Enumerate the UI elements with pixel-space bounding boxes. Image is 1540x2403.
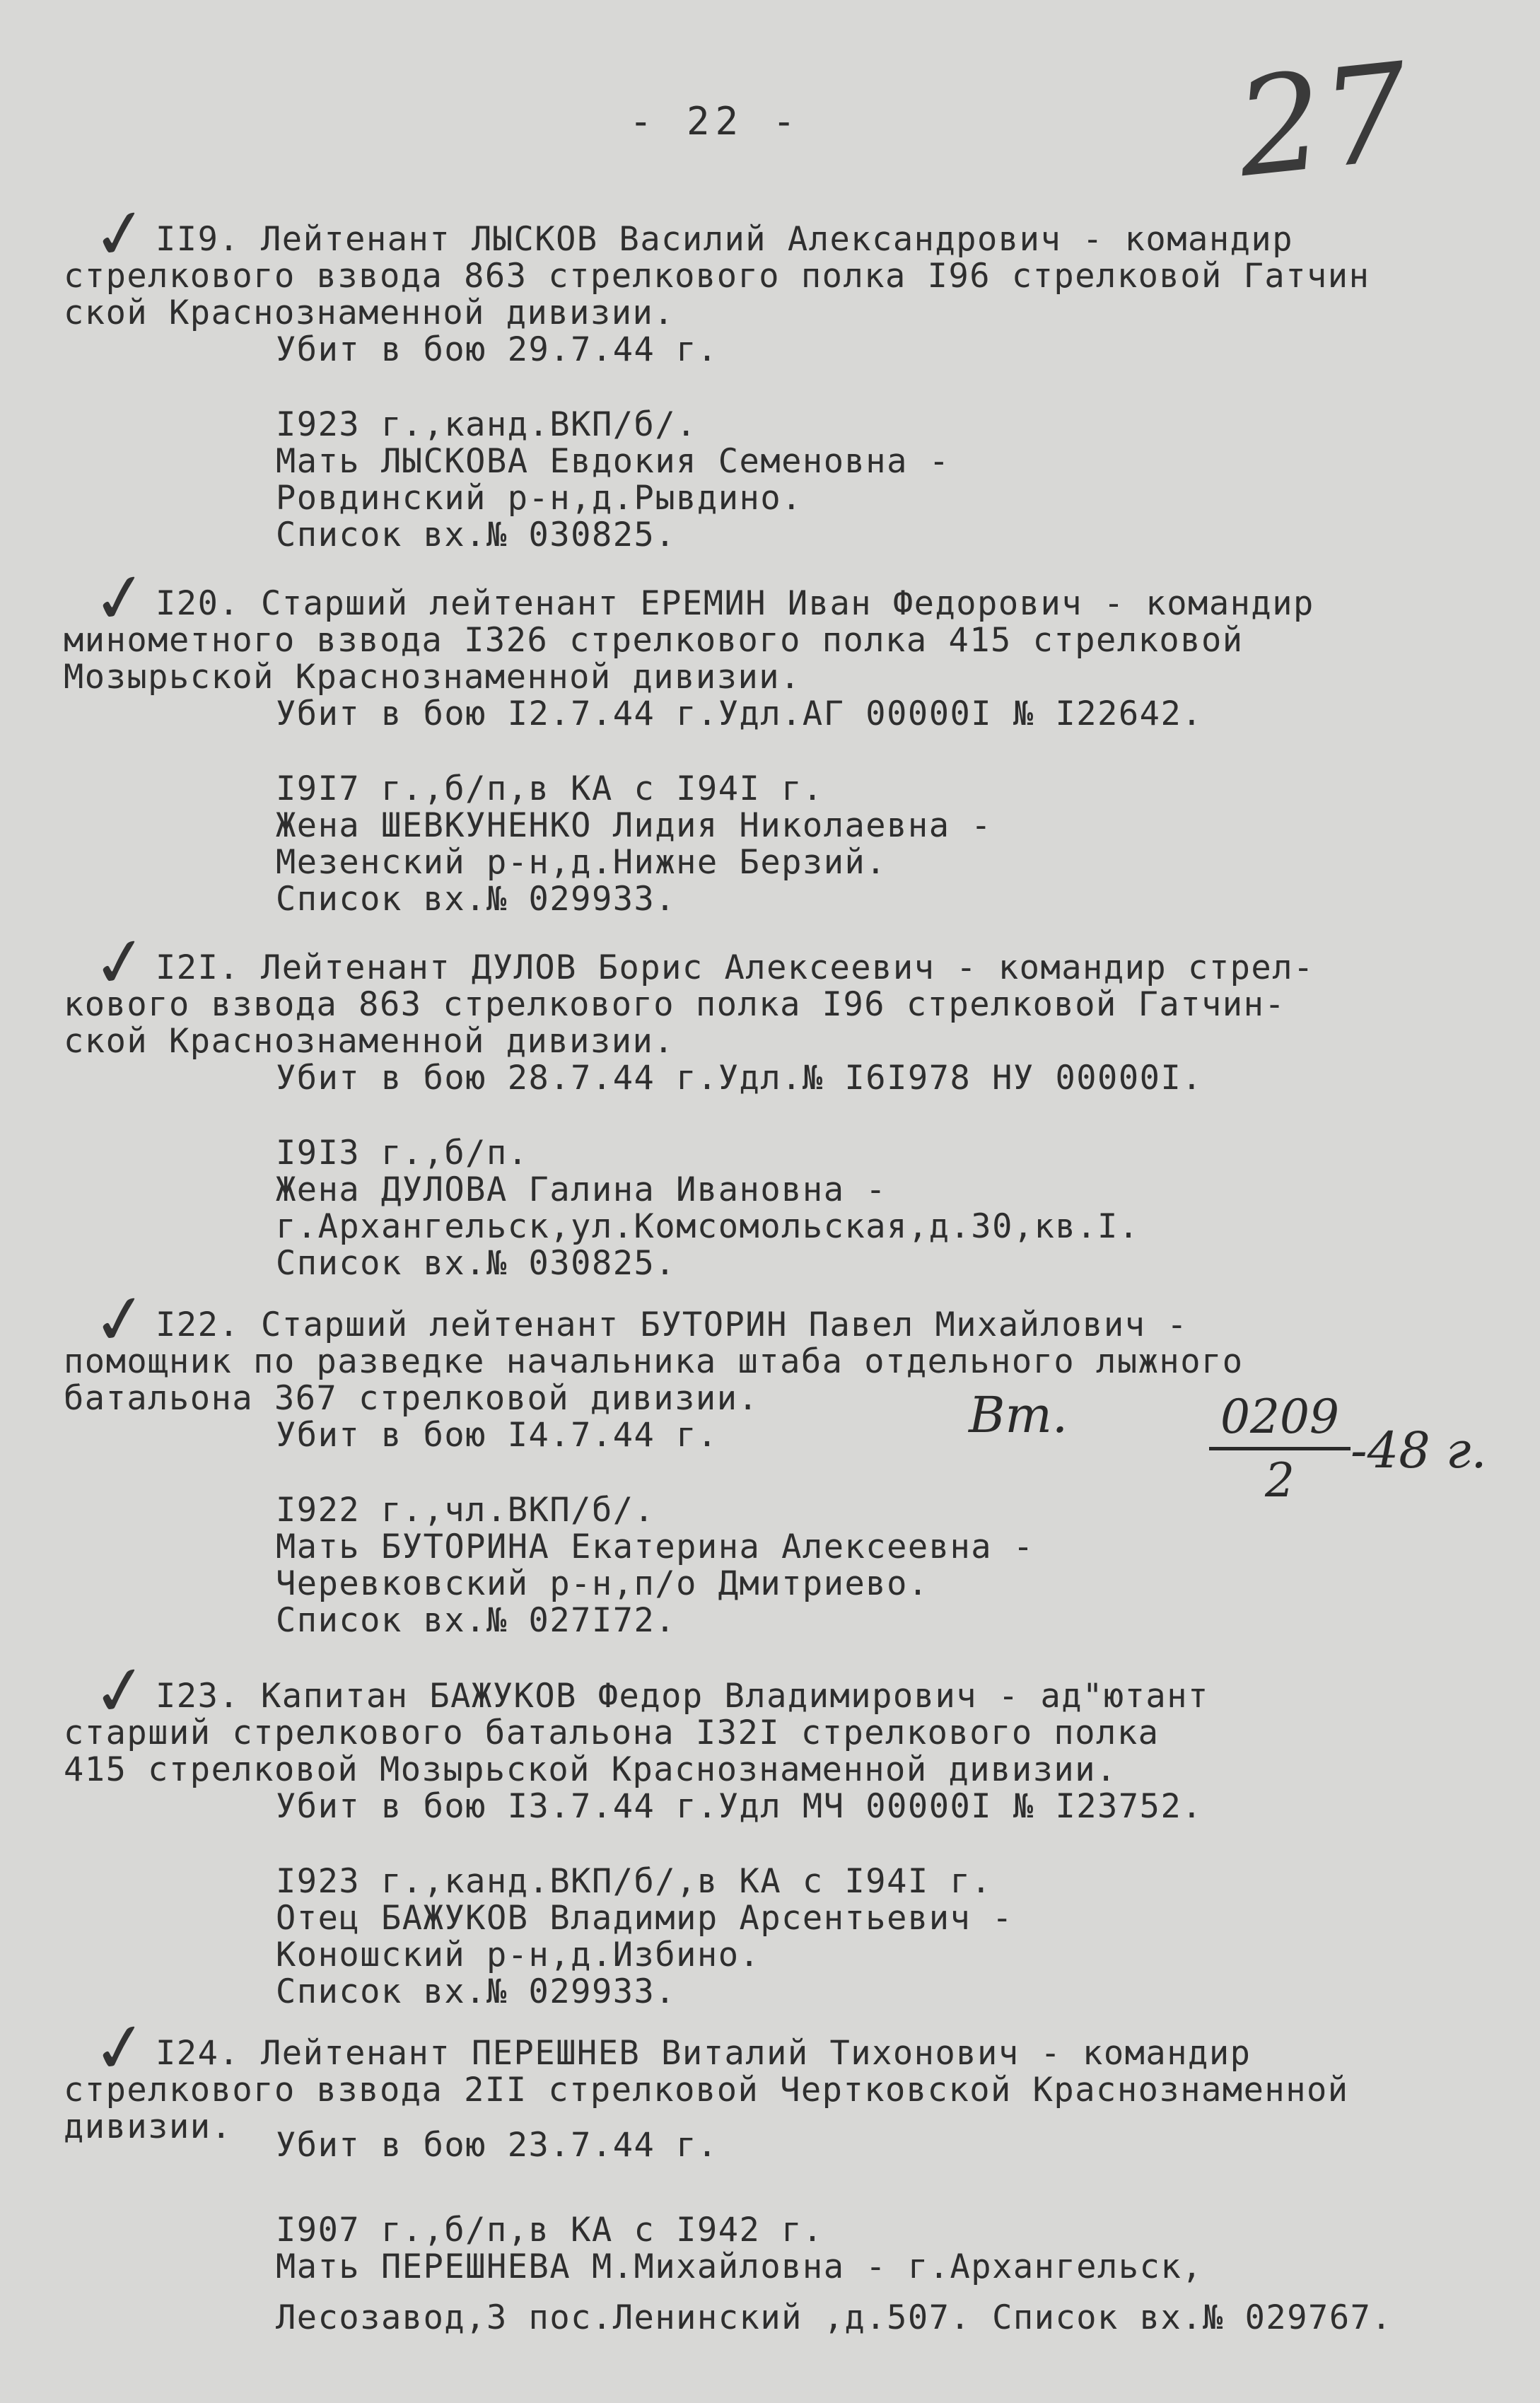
entry-line: I20. Старший лейтенант ЕРЕМИН Иван Федорович - командир (156, 584, 1314, 623)
detail-line: Коношский р-н,д.Избино. (276, 1936, 761, 1974)
entry-line: старший стрелкового батальона I32I стрелкового полка (64, 1713, 1160, 1752)
checkmark-icon: ✓ (86, 1647, 154, 1735)
killed-line: Убит в бою I3.7.44 г.Удл МЧ 00000I № I23752. (276, 1787, 1203, 1826)
handwritten-annotation-prefix: Вт. (969, 1386, 1068, 1444)
detail-line: Отец БАЖУКОВ Владимир Арсентьевич - (276, 1899, 1013, 1938)
checkmark-icon: ✓ (86, 1276, 154, 1363)
handwritten-annotation-fraction (1209, 1390, 1351, 1508)
detail-line: Мезенский р-н,д.Нижне Берзий. (276, 843, 887, 882)
entry-line: I23. Капитан БАЖУКОВ Федор Владимирович - ад"ютант (156, 1677, 1209, 1716)
entry-line: I22. Старший лейтенант БУТОРИН Павел Михайлович - (156, 1305, 1189, 1344)
folio-number-handwritten: 27 (1230, 33, 1416, 208)
detail-line: Список вх.№ 029933. (276, 1972, 677, 2011)
detail-line: Мать БУТОРИНА Екатерина Алексеевна - (276, 1528, 1034, 1566)
entry-line: стрелкового взвода 2II стрелковой Чертковской Краснознаменной (64, 2071, 1349, 2110)
detail-line: Ровдинский р-н,д.Рывдино. (276, 479, 803, 518)
entry-line: I2I. Лейтенант ДУЛОВ Борис Алексеевич - командир стрел- (156, 948, 1314, 987)
entry-line: батальона 367 стрелковой дивизии. (64, 1379, 759, 1418)
detail-line: Мать ЛЫСКОВА Евдокия Семеновна - (276, 442, 950, 481)
killed-line: Убит в бою I2.7.44 г.Удл.АГ 00000I № I22642. (276, 694, 1203, 733)
entry-line: минометного взвода I326 стрелкового полка 415 стрелковой (64, 621, 1244, 660)
entry-line: Мозырьской Краснознаменной дивизии. (64, 658, 801, 697)
entry-line: II9. Лейтенант ЛЫСКОВ Василий Александрович - командир (156, 220, 1294, 259)
detail-line: Список вх.№ 027I72. (276, 1601, 677, 1640)
detail-line: I9I3 г.,б/п. (276, 1134, 529, 1173)
killed-line: Убит в бою 28.7.44 г.Удл.№ I6I978 НУ 00000I. (276, 1059, 1203, 1098)
handwritten-annotation-suffix: -48 г. (1351, 1421, 1487, 1479)
detail-line: I923 г.,канд.ВКП/б/. (276, 405, 697, 444)
entry-line: кового взвода 863 стрелкового полка I96 стрелковой Гатчин- (64, 985, 1286, 1024)
entry-line: ской Краснознаменной дивизии. (64, 293, 675, 332)
checkmark-icon: ✓ (86, 554, 154, 642)
entry-line: помощник по разведке начальника штаба отдельного лыжного (64, 1342, 1244, 1381)
detail-line: Мать ПЕРЕШНЕВА М.Михайловна - г.Архангельск, (276, 2247, 1203, 2286)
killed-line: Убит в бою 29.7.44 г. (276, 330, 718, 369)
killed-line: Убит в бою 23.7.44 г. (276, 2126, 718, 2165)
entry-line: дивизии. (64, 2107, 233, 2146)
entry-line: ской Краснознаменной дивизии. (64, 1022, 675, 1061)
detail-line: Список вх.№ 030825. (276, 516, 677, 554)
entry-line: 415 стрелковой Мозырьской Краснознаменной дивизии. (64, 1750, 1117, 1789)
detail-line: г.Архангельск,ул.Комсомольская,д.30,кв.I. (276, 1207, 1140, 1246)
page-number: - 22 - (629, 99, 802, 144)
detail-line: Список вх.№ 029933. (276, 880, 677, 919)
checkmark-icon: ✓ (86, 190, 154, 278)
checkmark-icon: ✓ (86, 2004, 154, 2092)
entry-line: I24. Лейтенант ПЕРЕШНЕВ Виталий Тихонович - командир (156, 2034, 1252, 2073)
detail-line: I9I7 г.,б/п,в КА с I94I г. (276, 769, 824, 808)
detail-line: Жена ШЕВКУНЕНКО Лидия Николаевна - (276, 806, 993, 845)
detail-line: Лесозавод,3 пос.Ленинский ,д.507. Список вх.№ 029767. (276, 2298, 1393, 2337)
detail-line: Жена ДУЛОВА Галина Ивановна - (276, 1170, 887, 1209)
annotation-denominator: 2 (1265, 1453, 1295, 1508)
annotation-numerator: 0209 (1209, 1390, 1351, 1450)
detail-line: I907 г.,б/п,в КА с I942 г. (276, 2211, 824, 2250)
checkmark-icon: ✓ (86, 919, 154, 1006)
killed-line: Убит в бою I4.7.44 г. (276, 1416, 718, 1455)
detail-line: Черевковский р-н,п/о Дмитриево. (276, 1564, 929, 1603)
detail-line: Список вх.№ 030825. (276, 1244, 677, 1283)
entry-line: стрелкового взвода 863 стрелкового полка I96 стрелковой Гатчин (64, 257, 1370, 296)
detail-line: I922 г.,чл.ВКП/б/. (276, 1491, 655, 1530)
detail-line: I923 г.,канд.ВКП/б/,в КА с I94I г. (276, 1862, 993, 1901)
